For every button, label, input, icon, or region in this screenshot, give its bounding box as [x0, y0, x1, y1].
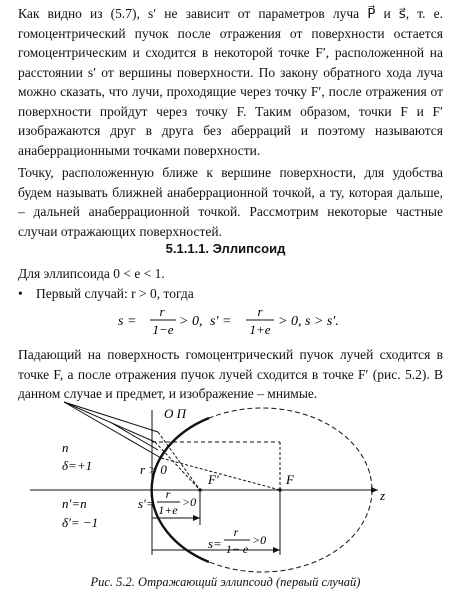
incident-ray-4 [110, 422, 158, 450]
label-s-num: r [233, 525, 239, 539]
section-heading: 5.1.1.1. Эллипсоид [165, 241, 286, 256]
label-s-lhs: s= [208, 536, 222, 551]
formula-gt2: > 0, s > s′. [278, 314, 339, 329]
label-sprime-gt: >0 [182, 495, 197, 509]
label-r: r > 0 [140, 462, 167, 477]
formula-frac1-den: 1−e [152, 322, 174, 337]
bullet-icon: • [18, 286, 23, 301]
incident-ray-3 [64, 402, 161, 458]
label-z: z [380, 488, 386, 503]
reflected-ray-2 [158, 432, 200, 490]
label-sprime-num: r [165, 487, 171, 501]
label-OP: О П [164, 406, 187, 421]
formula-sp-lhs: s′ = [210, 314, 232, 329]
formula-s-lhs: s = [118, 314, 137, 329]
label-deltaprime: δ′= −1 [62, 515, 99, 530]
reflected-ray-3 [161, 458, 280, 490]
label-sprime-den: 1+e [158, 503, 178, 517]
label-s-gt: >0 [252, 533, 267, 547]
formula-frac2-den: 1+e [249, 322, 271, 337]
paragraph-3: Падающий на поверхность гомоцентрический пучок лучей сходится в точке F, а после отражения пучок лучей сходится в точке F′ (рис. 5.2). В данном случае и предмет, и изображение – мнимые. [18, 347, 443, 401]
formula-frac1-num: r [159, 304, 165, 319]
label-delta: δ=+1 [62, 458, 93, 473]
first-case-line [18, 286, 194, 302]
label-nprime: n′=n [62, 496, 87, 511]
paragraph-1: Как видно из (5.7), s′ не зависит от параметров луча P⃗ и s⃗, т. е. гомоцентрический пучок после отражения от поверхности остается гомоцентрическим и сходится в некоторой точке F′, расположенной на расстоянии s′ от вершины поверхности. По закону обратного хода луча можно сказать, что лучи, проходящие через точку F′, после отражения от поверхности пройдут через точку F. Таким образом, точки F и F′ изображаются друг в друга без аберраций и поэтому называются анаберрационными точками поверхности. [18, 6, 443, 158]
formula-gt1: > 0, [179, 314, 203, 329]
label-n: n [62, 440, 69, 455]
ellipsoid-figure [0, 400, 451, 575]
label-s-den: 1− e [225, 542, 249, 556]
ellipsoid-condition: Для эллипсоида 0 < e < 1. [18, 266, 165, 281]
first-case-text: Первый случай: r > 0, тогда [36, 286, 194, 301]
label-F: F [286, 472, 294, 487]
incident-ray-2 [64, 402, 158, 432]
label-sprime-lhs: s′= [138, 496, 155, 511]
figure-caption: Рис. 5.2. Отражающий эллипсоид (первый случай) [90, 575, 361, 589]
label-Fprime: F′ [208, 472, 219, 487]
formula-frac2-num: r [257, 304, 263, 319]
incident-ray-1 [64, 402, 155, 442]
paragraph-2: Точку, расположенную ближе к вершине поверхности, для удобства будем называть ближней анаберрационной точкой, а ту, которая дальше, – дальней анаберрационной точкой. Рассмотрим некоторые частные случаи отражающих поверхностей. [18, 165, 443, 239]
formula-s-sprime [118, 303, 358, 339]
